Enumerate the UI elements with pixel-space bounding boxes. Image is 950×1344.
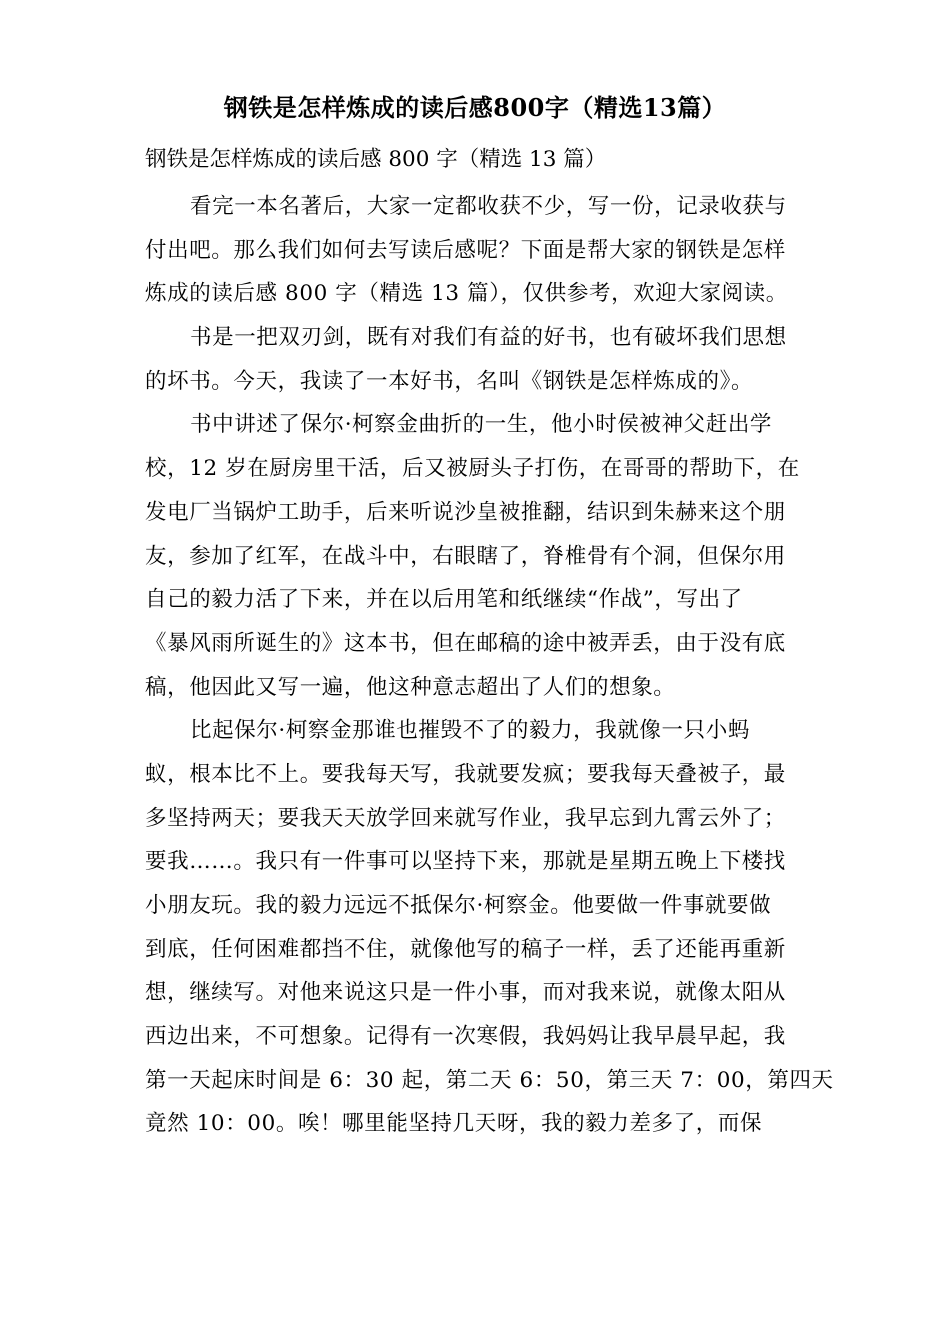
paragraph-line: 友，参加了红军，在战斗中，右眼瞎了，脊椎骨有个洞，但保尔用 bbox=[145, 543, 786, 569]
paragraph-line: 第一天起床时间是 6：30 起，第二天 6：50，第三天 7：00，第四天 bbox=[145, 1067, 834, 1093]
paragraph-line: 稿，他因此又写一遍，他这种意志超出了人们的想象。 bbox=[145, 674, 676, 700]
paragraph-line: 竟然 10：00。唉！哪里能坚持几天呀，我的毅力差多了，而保 bbox=[145, 1111, 763, 1137]
paragraph-line: 比起保尔·柯察金那谁也摧毁不了的毅力，我就像一只小蚂 bbox=[190, 718, 750, 744]
paragraph-line: 看完一本名著后，大家一定都收获不少，写一份，记录收获与 bbox=[190, 194, 787, 219]
paragraph-line: 付出吧。那么我们如何去写读后感呢？下面是帮大家的钢铁是怎样 bbox=[145, 237, 786, 263]
paragraph-line: 自己的毅力活了下来，并在以后用笔和纸继续“作战”，写出了 bbox=[145, 587, 743, 613]
document-subtitle: 钢铁是怎样炼成的读后感 800 字（精选 13 篇） bbox=[145, 147, 607, 172]
paragraph-line: 西边出来，不可想象。记得有一次寒假，我妈妈让我早晨早起，我 bbox=[145, 1024, 786, 1050]
paragraph-line: 想，继续写。对他来说这只是一件小事，而对我来说，就像太阳从 bbox=[145, 980, 786, 1006]
paragraph-line: 的坏书。今天，我读了一本好书，名叫《钢铁是怎样炼成的》。 bbox=[145, 368, 754, 394]
paragraph-line: 书是一把双刃剑，既有对我们有益的好书，也有破坏我们思想 bbox=[190, 325, 787, 351]
paragraph-line: 发电厂当锅炉工助手，后来听说沙皇被推翻，结识到朱赫来这个朋 bbox=[145, 499, 786, 525]
paragraph-line: 炼成的读后感 800 字（精选 13 篇），仅供参考，欢迎大家阅读。 bbox=[145, 281, 788, 307]
document-body bbox=[145, 185, 834, 1146]
paragraph-line: 要我……。我只有一件事可以坚持下来，那就是星期五晚上下楼找 bbox=[145, 849, 786, 875]
paragraph-line: 校，12 岁在厨房里干活，后又被厨头子打伤，在哥哥的帮助下，在 bbox=[145, 456, 800, 482]
paragraph-line: 多坚持两天；要我天天放学回来就写作业，我早忘到九霄云外了； bbox=[145, 805, 786, 831]
paragraph-line: 蚁，根本比不上。要我每天写，我就要发疯；要我每天叠被子，最 bbox=[145, 761, 786, 787]
paragraph-line: 小朋友玩。我的毅力远远不抵保尔·柯察金。他要做一件事就要做 bbox=[145, 893, 772, 918]
paragraph-line: 书中讲述了保尔·柯察金曲折的一生，他小时侯被神父赶出学 bbox=[190, 412, 773, 438]
paragraph-line: 到底，任何困难都挡不住，就像他写的稿子一样，丢了还能再重新 bbox=[145, 936, 786, 962]
document-title: 钢铁是怎样炼成的读后感800字（精选13篇） bbox=[223, 93, 727, 122]
paragraph-line: 《暴风雨所诞生的》这本书，但在邮稿的途中被弄丢，由于没有底 bbox=[145, 630, 786, 656]
